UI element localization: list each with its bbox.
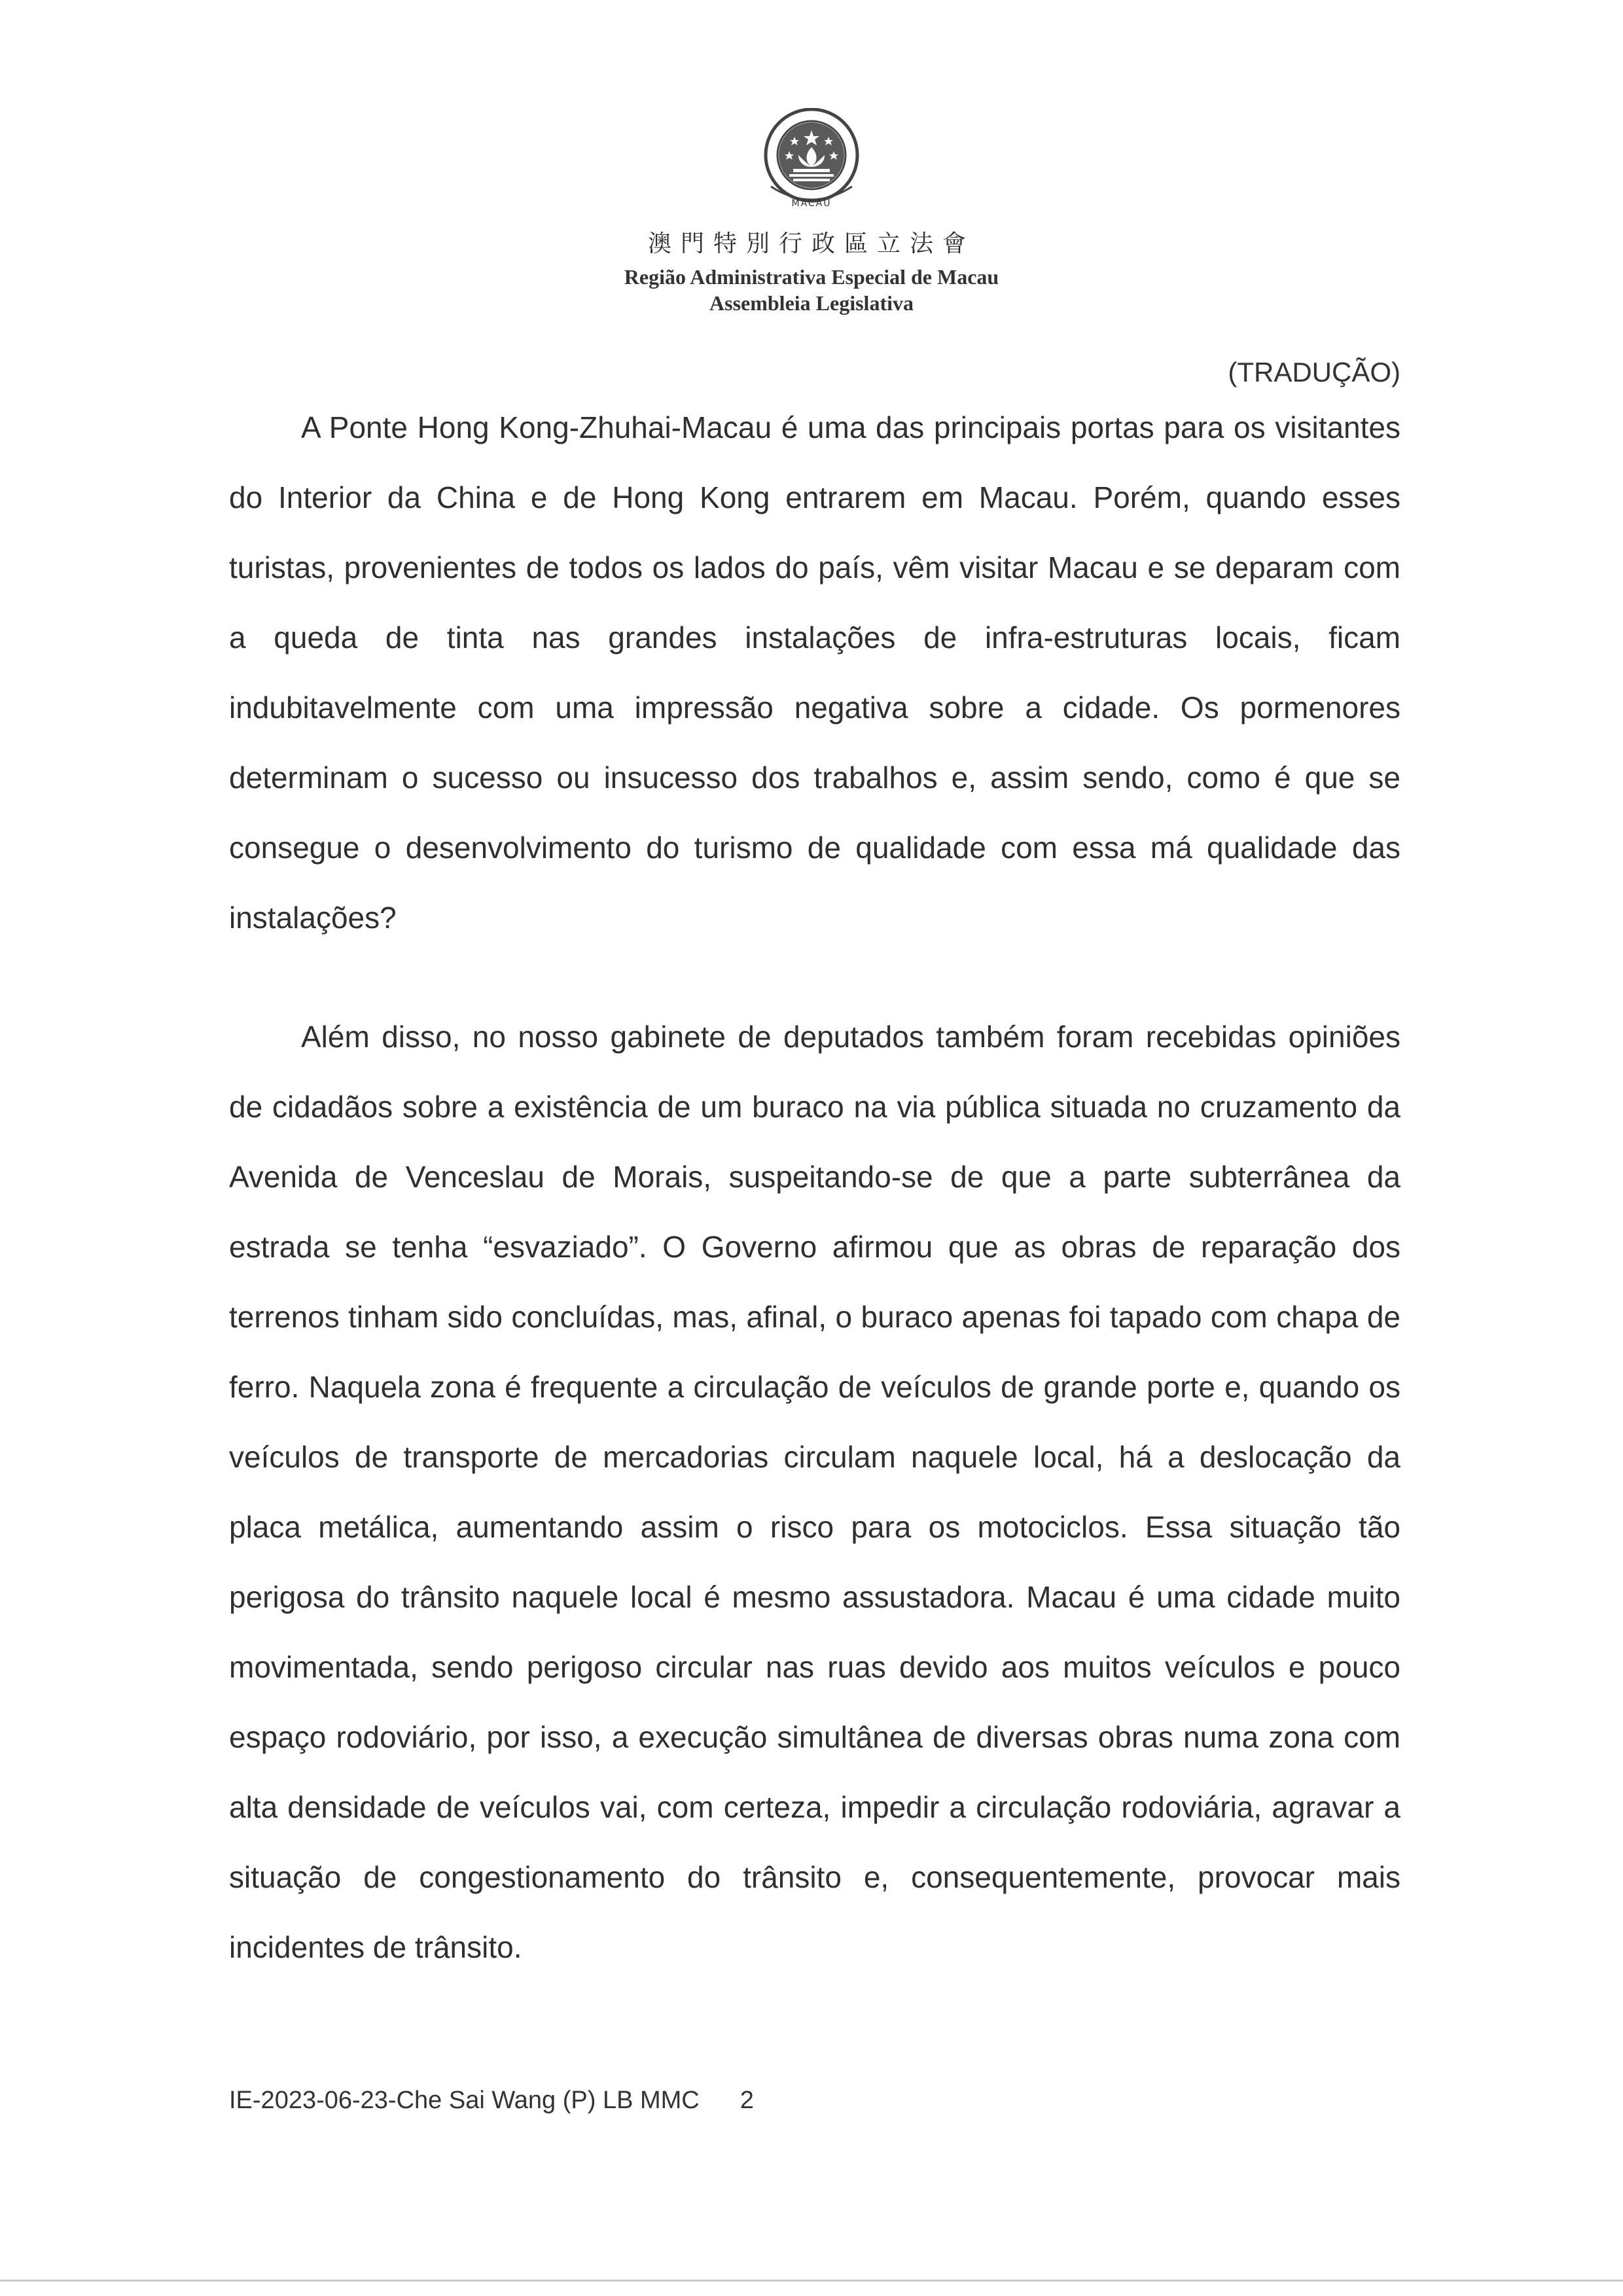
macau-sar-emblem-icon bbox=[751, 108, 872, 213]
org-name-portuguese: Região Administrativa Especial de Macau bbox=[624, 265, 999, 289]
org-sub-name: Assembleia Legislativa bbox=[709, 291, 914, 315]
translation-tag: (TRADUÇÃO) bbox=[1228, 357, 1400, 387]
body-paragraph-2 bbox=[229, 1002, 1400, 1982]
letterhead bbox=[0, 108, 1623, 316]
document-reference: IE-2023-06-23-Che Sai Wang (P) LB MMC bbox=[229, 2087, 700, 2114]
page-number: 2 bbox=[740, 2087, 754, 2114]
scan-edge-divider bbox=[0, 2280, 1623, 2282]
paragraph-text: Além disso, no nosso gabinete de deputados também foram recebidas opiniões de cidadãos sobre a existência de um buraco na via pública situada no cruzamento da Avenida de Venceslau de Morais, suspeitando-se de que a parte subterrânea da estrada se tenha “esvaziado”. O Governo afirmou que as obras de reparação dos terrenos tinham sido concluídas, mas, afinal, o buraco apenas foi tapado com chapa de ferro. Naquela zona é frequente a circulação de veículos de grande porte e, quando os veículos de transporte de mercadorias circulam naquele local, há a deslocação da placa metálica, aumentando assim o risco para os motociclos. Essa situação tão perigosa do trânsito naquele local é mesmo assustadora. Macau é uma cidade muito movimentada, sendo perigoso circular nas ruas devido aos muitos veículos e pouco espaço rodoviário, por isso, a execução simultânea de diversas obras numa zona com alta densidade de veículos vai, com certeza, impedir a circulação rodoviária, agravar a situação de congestionamento do trânsito e, consequentemente, provocar mais incidentes de trânsito. bbox=[229, 1020, 1400, 1964]
org-name-chinese: 澳門特別行政區立法會 bbox=[647, 230, 975, 257]
page-footer bbox=[229, 2087, 754, 2115]
emblem-motto: MACAU bbox=[791, 198, 832, 209]
body-paragraph-1 bbox=[229, 393, 1400, 953]
paragraph-text: A Ponte Hong Kong-Zhuhai-Macau é uma das principais portas para os visitantes do Interior da China e de Hong Kong entrarem em Macau. Porém, quando esses turistas, provenientes de todos os lados do país, vêm visitar Macau e se deparam com a queda de tinta nas grandes instalações de infra-estruturas locais, ficam indubitavelmente com uma impressão negativa sobre a cidade. Os pormenores determinam o sucesso ou insucesso dos trabalhos e, assim sendo, como é que se consegue o desenvolvimento do turismo de qualidade com essa má qualidade das instalações? bbox=[229, 410, 1400, 935]
